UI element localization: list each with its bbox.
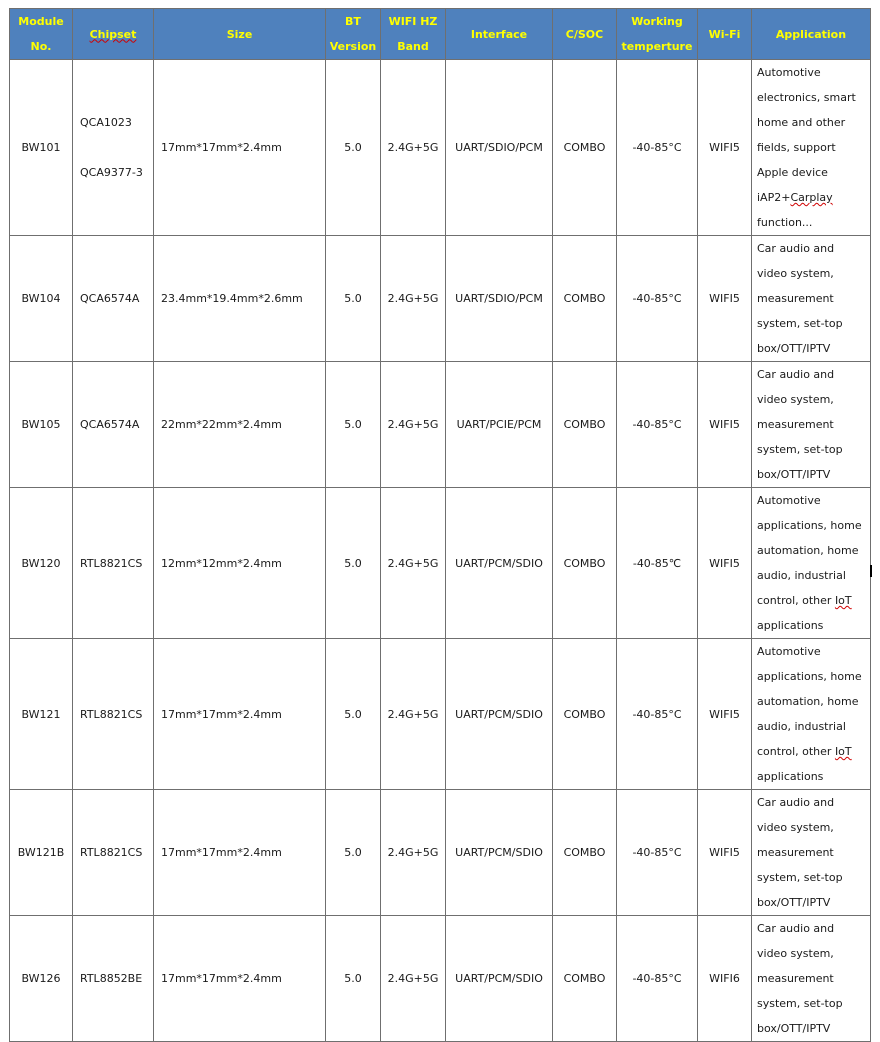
cell-chipset: QCA6574A <box>73 236 154 362</box>
cell-temp: -40-85°C <box>617 60 698 236</box>
cell-module: BW101 <box>10 60 73 236</box>
header-wifi: Wi-Fi <box>698 9 752 60</box>
header-working-temp-label: Working temperture <box>621 15 693 53</box>
header-working-temp <box>617 9 698 60</box>
cell-csoc: COMBO <box>553 362 617 488</box>
cell-band: 2.4G+5G <box>381 790 446 916</box>
header-row <box>10 9 871 60</box>
table-row <box>10 60 871 236</box>
header-bt-version: BT Version <box>326 9 381 60</box>
cell-chipset <box>73 60 154 236</box>
cell-application: Automotive electronics, smart home and other fields, support Apple device iAP2+Carplay function... <box>752 60 871 236</box>
cell-interface: UART/PCM/SDIO <box>446 488 553 639</box>
cell-band: 2.4G+5G <box>381 639 446 790</box>
header-chipset: Chipset <box>73 9 154 60</box>
cell-band: 2.4G+5G <box>381 916 446 1042</box>
cell-size: 17mm*17mm*2.4mm <box>154 790 326 916</box>
cell-bt: 5.0 <box>326 639 381 790</box>
cell-band: 2.4G+5G <box>381 236 446 362</box>
table-row <box>10 916 871 1042</box>
cell-application: Car audio and video system, measurement system, set-top box/OTT/IPTV <box>752 916 871 1042</box>
header-wifi-band: WIFI HZ Band <box>381 9 446 60</box>
cell-csoc: COMBO <box>553 236 617 362</box>
cell-application: Car audio and video system, measurement system, set-top box/OTT/IPTV <box>752 362 871 488</box>
cell-interface: UART/PCM/SDIO <box>446 790 553 916</box>
cell-size: 17mm*17mm*2.4mm <box>154 916 326 1042</box>
cell-wifi: WIFI5 <box>698 362 752 488</box>
chipset-line: QCA1023 <box>80 116 132 129</box>
header-module-no: Module No. <box>10 9 73 60</box>
cell-chipset: RTL8821CS <box>73 488 154 639</box>
header-csoc: C/SOC <box>553 9 617 60</box>
cell-bt: 5.0 <box>326 916 381 1042</box>
cell-size: 23.4mm*19.4mm*2.6mm <box>154 236 326 362</box>
cell-wifi: WIFI5 <box>698 236 752 362</box>
cell-module: BW104 <box>10 236 73 362</box>
cell-size: 17mm*17mm*2.4mm <box>154 639 326 790</box>
cell-module: BW105 <box>10 362 73 488</box>
cell-bt: 5.0 <box>326 60 381 236</box>
cell-interface: UART/PCIE/PCM <box>446 362 553 488</box>
cell-interface: UART/SDIO/PCM <box>446 236 553 362</box>
cell-size: 22mm*22mm*2.4mm <box>154 362 326 488</box>
cell-csoc: COMBO <box>553 488 617 639</box>
cell-bt: 5.0 <box>326 488 381 639</box>
cell-chipset: RTL8821CS <box>73 790 154 916</box>
header-size: Size <box>154 9 326 60</box>
table-row <box>10 790 871 916</box>
cell-csoc: COMBO <box>553 639 617 790</box>
cell-wifi: WIFI5 <box>698 790 752 916</box>
cell-temp: -40-85℃ <box>617 488 698 639</box>
cell-wifi: WIFI5 <box>698 639 752 790</box>
cell-band: 2.4G+5G <box>381 60 446 236</box>
table-row <box>10 236 871 362</box>
cell-application: Automotive applications, home automation, home audio, industrial control, other IoT applications <box>752 488 871 639</box>
cell-csoc: COMBO <box>553 790 617 916</box>
cell-module: BW121B <box>10 790 73 916</box>
cell-wifi: WIFI5 <box>698 60 752 236</box>
cell-application: Car audio and video system, measurement system, set-top box/OTT/IPTV <box>752 790 871 916</box>
cell-size: 17mm*17mm*2.4mm <box>154 60 326 236</box>
cell-bt: 5.0 <box>326 790 381 916</box>
cell-interface: UART/PCM/SDIO <box>446 639 553 790</box>
module-spec-table <box>9 8 871 1042</box>
cell-csoc: COMBO <box>553 60 617 236</box>
cell-temp: -40-85°C <box>617 236 698 362</box>
cell-band: 2.4G+5G <box>381 488 446 639</box>
header-application: Application <box>752 9 871 60</box>
cell-wifi: WIFI6 <box>698 916 752 1042</box>
row-end-marker <box>870 565 872 577</box>
table-row <box>10 362 871 488</box>
cell-interface: UART/PCM/SDIO <box>446 916 553 1042</box>
cell-temp: -40-85°C <box>617 790 698 916</box>
cell-chipset: QCA6574A <box>73 362 154 488</box>
cell-chipset: RTL8852BE <box>73 916 154 1042</box>
cell-application: Car audio and video system, measurement system, set-top box/OTT/IPTV <box>752 236 871 362</box>
chipset-line: QCA9377-3 <box>80 166 143 179</box>
cell-bt: 5.0 <box>326 236 381 362</box>
cell-temp: -40-85°C <box>617 916 698 1042</box>
cell-module: BW126 <box>10 916 73 1042</box>
cell-chipset: RTL8821CS <box>73 639 154 790</box>
cell-module: BW120 <box>10 488 73 639</box>
cell-application: Automotive applications, home automation, home audio, industrial control, other IoT applications <box>752 639 871 790</box>
cell-size: 12mm*12mm*2.4mm <box>154 488 326 639</box>
cell-module: BW121 <box>10 639 73 790</box>
cell-csoc: COMBO <box>553 916 617 1042</box>
table-row <box>10 488 871 639</box>
table-row <box>10 639 871 790</box>
cell-interface: UART/SDIO/PCM <box>446 60 553 236</box>
cell-band: 2.4G+5G <box>381 362 446 488</box>
header-interface: Interface <box>446 9 553 60</box>
cell-bt: 5.0 <box>326 362 381 488</box>
cell-temp: -40-85°C <box>617 639 698 790</box>
cell-wifi: WIFI5 <box>698 488 752 639</box>
cell-temp: -40-85°C <box>617 362 698 488</box>
